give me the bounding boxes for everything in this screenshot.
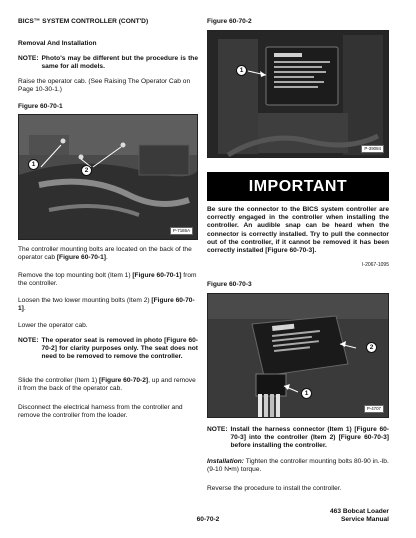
para-text: . bbox=[105, 254, 108, 262]
note-text: Install the harness connector (Item 1) [Figure 60-70-3] into the controller (Item 2) [Figure 60-70-3] before installing the controller. bbox=[230, 426, 389, 450]
figure-2-caption: Figure 60-70-2 bbox=[207, 18, 252, 25]
figure-1-caption: Figure 60-70-1 bbox=[18, 103, 63, 110]
figure-3-illustration bbox=[208, 294, 389, 418]
figure-1-photo bbox=[18, 114, 198, 240]
figure-2-illustration bbox=[208, 31, 389, 158]
figure-ref: [Figure 60-70-1] bbox=[56, 254, 106, 262]
note-text: The operator seat is removed in photo [Figure 60-70-2] for clarity purposes only. The seat does not need to be removed to remove the controller. bbox=[41, 337, 198, 361]
manual-line-1: 463 Bobcat Loader bbox=[330, 508, 389, 515]
callout-item-1: 1 bbox=[301, 388, 312, 399]
note-photos bbox=[18, 55, 198, 71]
installation-label: Installation: bbox=[207, 458, 244, 465]
figure-ref: [Figure 60-70-2] bbox=[99, 377, 149, 384]
para-raise-cab: Raise the operator cab. (See Raising The Operator Cab on Page 10-30-1.) bbox=[18, 78, 191, 94]
para-text: The controller mounting bolts are located on the back of the operator cab bbox=[18, 246, 192, 262]
figure-ref: [Figure 60-70-1] bbox=[18, 297, 195, 313]
para-mounting-bolts bbox=[18, 246, 198, 262]
para-text: Slide the controller (Item 1) bbox=[18, 377, 99, 384]
note-label: NOTE: bbox=[207, 426, 228, 433]
installation-text: Tighten the controller mounting bolts 80-90 in.-lb. (9-10 N•m) torque. bbox=[207, 458, 389, 474]
important-ref-code: I-2067-1095 bbox=[362, 262, 389, 268]
figure-3-code: P-4707 bbox=[364, 405, 384, 413]
para-lower-cab: Lower the operator cab. bbox=[18, 322, 88, 329]
figure-3-caption: Figure 60-70-3 bbox=[207, 281, 252, 288]
callout-item-2: 2 bbox=[366, 342, 377, 353]
para-slide-controller bbox=[18, 377, 198, 393]
note-label: NOTE: bbox=[18, 337, 39, 344]
para-remove-top-bolt bbox=[18, 272, 198, 288]
note-text: Photo's may be different but the procedure is the same for all models. bbox=[41, 55, 198, 71]
callout-item-2: 2 bbox=[81, 165, 92, 176]
para-disconnect-harness: Disconnect the electrical harness from the controller and remove the controller from the loader. bbox=[18, 404, 183, 420]
note-seat-removed bbox=[18, 337, 198, 362]
important-banner: IMPORTANT bbox=[207, 172, 389, 201]
para-installation bbox=[207, 458, 389, 474]
para-text: Remove the top mounting bolt (Item 1) bbox=[18, 272, 133, 279]
manual-line-2: Service Manual bbox=[340, 516, 389, 524]
removal-subheading: Removal And Installation bbox=[18, 40, 97, 47]
figure-ref: [Figure 60-70-1] bbox=[132, 272, 182, 279]
section-title: BICS™ SYSTEM CONTROLLER (CONT'D) bbox=[18, 18, 149, 25]
note-label: NOTE: bbox=[18, 55, 39, 62]
figure-2-code: P-39084 bbox=[361, 145, 384, 153]
callout-item-1: 1 bbox=[28, 159, 39, 170]
page-number: 60-70-2 bbox=[196, 516, 220, 523]
para-text: from the controller. bbox=[18, 272, 197, 288]
note-install-harness bbox=[207, 426, 389, 451]
para-text: , up and remove it from the back of the operator cab. bbox=[18, 377, 196, 393]
para-text: Loosen the two lower mounting bolts (Item 2) bbox=[18, 297, 152, 304]
para-text: . bbox=[23, 305, 26, 313]
para-reverse-procedure: Reverse the procedure to install the controller. bbox=[207, 485, 342, 492]
figure-1-code: P-7186A bbox=[170, 227, 193, 235]
figure-3-photo bbox=[207, 293, 389, 418]
figure-2-photo bbox=[207, 30, 389, 158]
manual-title bbox=[330, 508, 389, 524]
figure-1-illustration bbox=[19, 115, 198, 240]
para-loosen-lower-bolts bbox=[18, 297, 198, 313]
important-text: Be sure the connector to the BICS system controller are correctly engaged in the controller when installing the controller. An audible snap can be heard when the connector is correctly installed. Try to pull the connector out of the controller, if it cannot be removed it has been correctly installed [Figure 60-70-3]. bbox=[207, 206, 389, 255]
callout-item-1: 1 bbox=[236, 65, 247, 76]
